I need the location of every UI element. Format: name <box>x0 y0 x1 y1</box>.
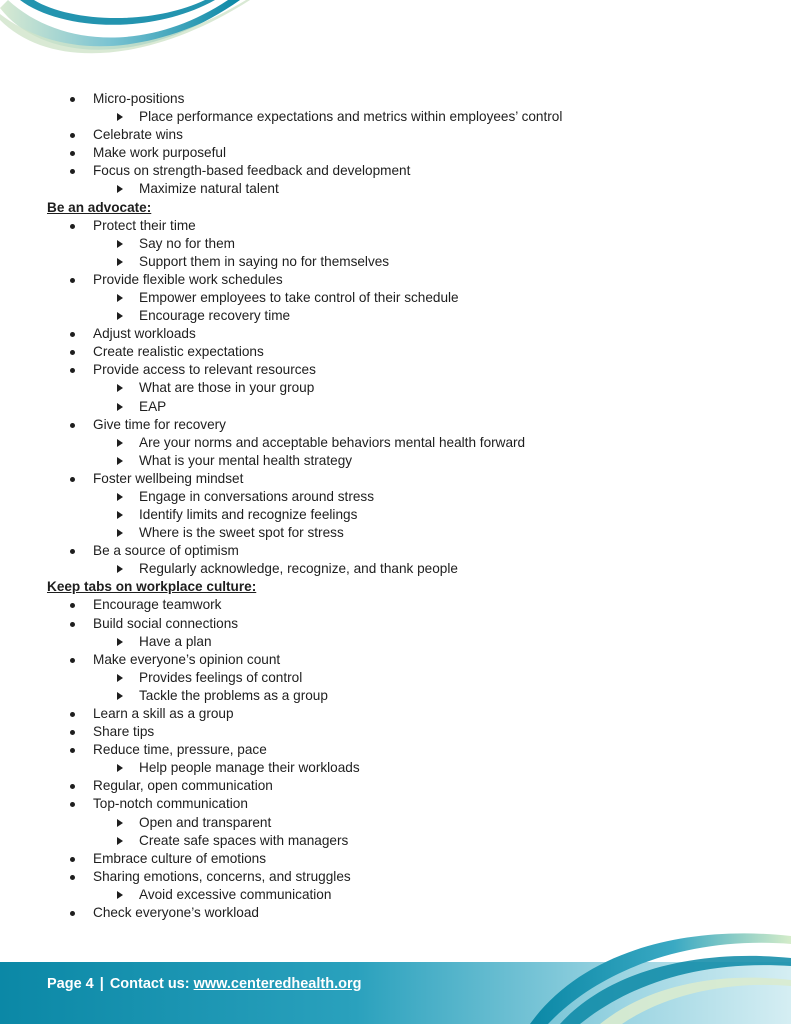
triangle-right-icon <box>117 692 123 700</box>
bullet-icon <box>70 784 75 789</box>
triangle-right-icon <box>117 294 123 302</box>
sub-list-item-text: Open and transparent <box>139 814 272 830</box>
list-item-text: Build social connections <box>93 615 239 631</box>
bullet-icon <box>70 802 75 807</box>
sub-list-item <box>0 687 791 705</box>
section-3 <box>0 578 791 922</box>
sub-list-item-text: Support them in saying no for themselves <box>139 253 390 269</box>
contact-label: Contact us: <box>109 976 190 992</box>
sub-list-item <box>0 560 791 578</box>
sub-list-item-text: Provides feelings of control <box>139 669 303 685</box>
bullet-icon <box>70 857 75 862</box>
list-item-text: Micro-positions <box>93 91 185 106</box>
sub-list-item-text: What are those in your group <box>139 380 315 396</box>
list-item-text: Make everyone’s opinion count <box>93 651 281 667</box>
sub-list-item-text: Help people manage their workloads <box>139 760 360 776</box>
top-swoosh-decoration <box>0 0 260 90</box>
triangle-right-icon <box>117 312 123 320</box>
bullet-icon <box>70 603 75 608</box>
sub-list-item <box>0 814 791 832</box>
list-item <box>0 705 791 723</box>
sub-list-item <box>0 506 791 524</box>
section-heading: Be an advocate: <box>47 199 152 215</box>
triangle-right-icon <box>117 258 123 266</box>
sub-list-item <box>0 488 791 506</box>
triangle-right-icon <box>117 439 123 447</box>
list-item-text: Encourage teamwork <box>93 597 222 613</box>
footer <box>47 976 361 992</box>
sub-list-item <box>0 398 791 416</box>
list-item <box>0 615 791 633</box>
sub-list-item <box>0 759 791 777</box>
list-item <box>0 271 791 289</box>
sub-list-item <box>0 379 791 397</box>
list-item <box>0 741 791 759</box>
list-item <box>0 868 791 886</box>
triangle-right-icon <box>117 638 123 646</box>
list-item <box>0 162 791 180</box>
sub-list-item <box>0 289 791 307</box>
sub-list-item-text: Avoid excessive communication <box>139 886 332 902</box>
sub-list-item-text: Tackle the problems as a group <box>139 687 328 703</box>
section-heading: Keep tabs on workplace culture: <box>47 579 257 595</box>
sub-list-item-text: What is your mental health strategy <box>139 452 353 468</box>
sub-list-item <box>0 108 791 126</box>
bullet-icon <box>70 748 75 753</box>
bullet-icon <box>70 477 75 482</box>
bullet-icon <box>70 423 75 428</box>
bullet-icon <box>70 332 75 337</box>
triangle-right-icon <box>117 113 123 121</box>
triangle-right-icon <box>117 891 123 899</box>
triangle-right-icon <box>117 764 123 772</box>
bullet-icon <box>70 368 75 373</box>
sub-list-item-text: Have a plan <box>139 633 212 649</box>
list-item <box>0 596 791 614</box>
list-item <box>0 144 791 162</box>
list-item-text: Create realistic expectations <box>93 344 264 360</box>
sub-list-item-text: Create safe spaces with managers <box>139 832 349 848</box>
list-item <box>0 850 791 868</box>
sub-list-item <box>0 434 791 452</box>
list-item-text: Protect their time <box>93 217 196 233</box>
list-item-text: Make work purposeful <box>93 145 226 161</box>
list-item <box>0 416 791 434</box>
list-item <box>0 777 791 795</box>
website-link[interactable]: www.centeredhealth.org <box>193 976 362 992</box>
sub-list-item-text: Say no for them <box>139 235 235 251</box>
list-item <box>0 470 791 488</box>
sub-list-item <box>0 253 791 271</box>
sub-list-item-text: Empower employees to take control of their schedule <box>139 289 459 305</box>
triangle-right-icon <box>117 185 123 193</box>
bullet-icon <box>70 658 75 663</box>
triangle-right-icon <box>117 529 123 537</box>
bullet-icon <box>70 133 75 138</box>
list-item-text: Adjust workloads <box>93 326 196 342</box>
sub-list-item <box>0 832 791 850</box>
bullet-icon <box>70 224 75 229</box>
list-item-text: Give time for recovery <box>93 416 226 432</box>
list-item <box>0 361 791 379</box>
sub-list-item <box>0 235 791 253</box>
list-item <box>0 651 791 669</box>
list-item-text: Regular, open communication <box>93 778 273 794</box>
list-item-text: Sharing emotions, concerns, and struggles <box>93 868 351 884</box>
list-item-text: Celebrate wins <box>93 127 183 143</box>
bullet-icon <box>70 549 75 554</box>
sub-list-item <box>0 633 791 651</box>
bullet-icon <box>70 169 75 174</box>
triangle-right-icon <box>117 240 123 248</box>
bullet-icon <box>70 151 75 156</box>
sub-list-item-text: Are your norms and acceptable behaviors mental health forward <box>139 434 526 450</box>
sub-list-item-text: Engage in conversations around stress <box>139 488 375 504</box>
list-item-text: Top-notch communication <box>93 796 248 812</box>
sub-list-item-text: EAP <box>139 398 167 414</box>
list-item-text: Provide access to relevant resources <box>93 362 316 378</box>
sub-list-item-text: Maximize natural talent <box>139 181 279 197</box>
bullet-icon <box>70 875 75 880</box>
page-number: Page 4 <box>47 976 94 992</box>
list-item-text: Be a source of optimism <box>93 543 239 559</box>
triangle-right-icon <box>117 837 123 845</box>
bullet-icon <box>70 278 75 283</box>
sub-list-item-text: Regularly acknowledge, recognize, and thank people <box>139 561 458 577</box>
sub-list-item-text: Place performance expectations and metrics within employees’ control <box>139 109 563 125</box>
list-item-text: Reduce time, pressure, pace <box>93 742 267 758</box>
triangle-right-icon <box>117 457 123 465</box>
triangle-right-icon <box>117 674 123 682</box>
list-item-text: Learn a skill as a group <box>93 706 234 721</box>
document-body <box>0 90 791 922</box>
bullet-icon <box>70 712 75 717</box>
sub-list-item <box>0 307 791 325</box>
sub-list-item <box>0 886 791 904</box>
bullet-icon <box>70 622 75 627</box>
triangle-right-icon <box>117 384 123 392</box>
triangle-right-icon <box>117 493 123 501</box>
triangle-right-icon <box>117 565 123 573</box>
list-item <box>0 90 791 108</box>
sub-list-item <box>0 669 791 687</box>
sub-list-item-text: Identify limits and recognize feelings <box>139 507 358 523</box>
list-item-text: Embrace culture of emotions <box>93 850 267 866</box>
section-2 <box>0 199 791 579</box>
list-item <box>0 542 791 560</box>
triangle-right-icon <box>117 819 123 827</box>
triangle-right-icon <box>117 403 123 411</box>
list-item <box>0 723 791 741</box>
sub-list-item-text: Where is the sweet spot for stress <box>139 525 344 541</box>
list-item-text: Foster wellbeing mindset <box>93 470 244 486</box>
sub-list-item <box>0 524 791 542</box>
bullet-icon <box>70 350 75 355</box>
triangle-right-icon <box>117 511 123 519</box>
sub-list-item-text: Encourage recovery time <box>139 308 291 324</box>
section-1 <box>0 90 791 199</box>
list-item <box>0 343 791 361</box>
list-item <box>0 325 791 343</box>
list-item-text: Provide flexible work schedules <box>93 271 283 287</box>
sub-list-item <box>0 452 791 470</box>
list-item-text: Check everyone’s workload <box>93 905 259 921</box>
bullet-icon <box>70 97 75 102</box>
list-item-text: Focus on strength-based feedback and development <box>93 163 411 179</box>
list-item-text: Share tips <box>93 724 155 740</box>
list-item <box>0 217 791 235</box>
list-item <box>0 795 791 813</box>
sub-list-item <box>0 180 791 198</box>
list-item <box>0 126 791 144</box>
bullet-icon <box>70 730 75 735</box>
footer-separator: | <box>99 976 104 992</box>
bottom-swoosh-decoration <box>0 914 791 1024</box>
